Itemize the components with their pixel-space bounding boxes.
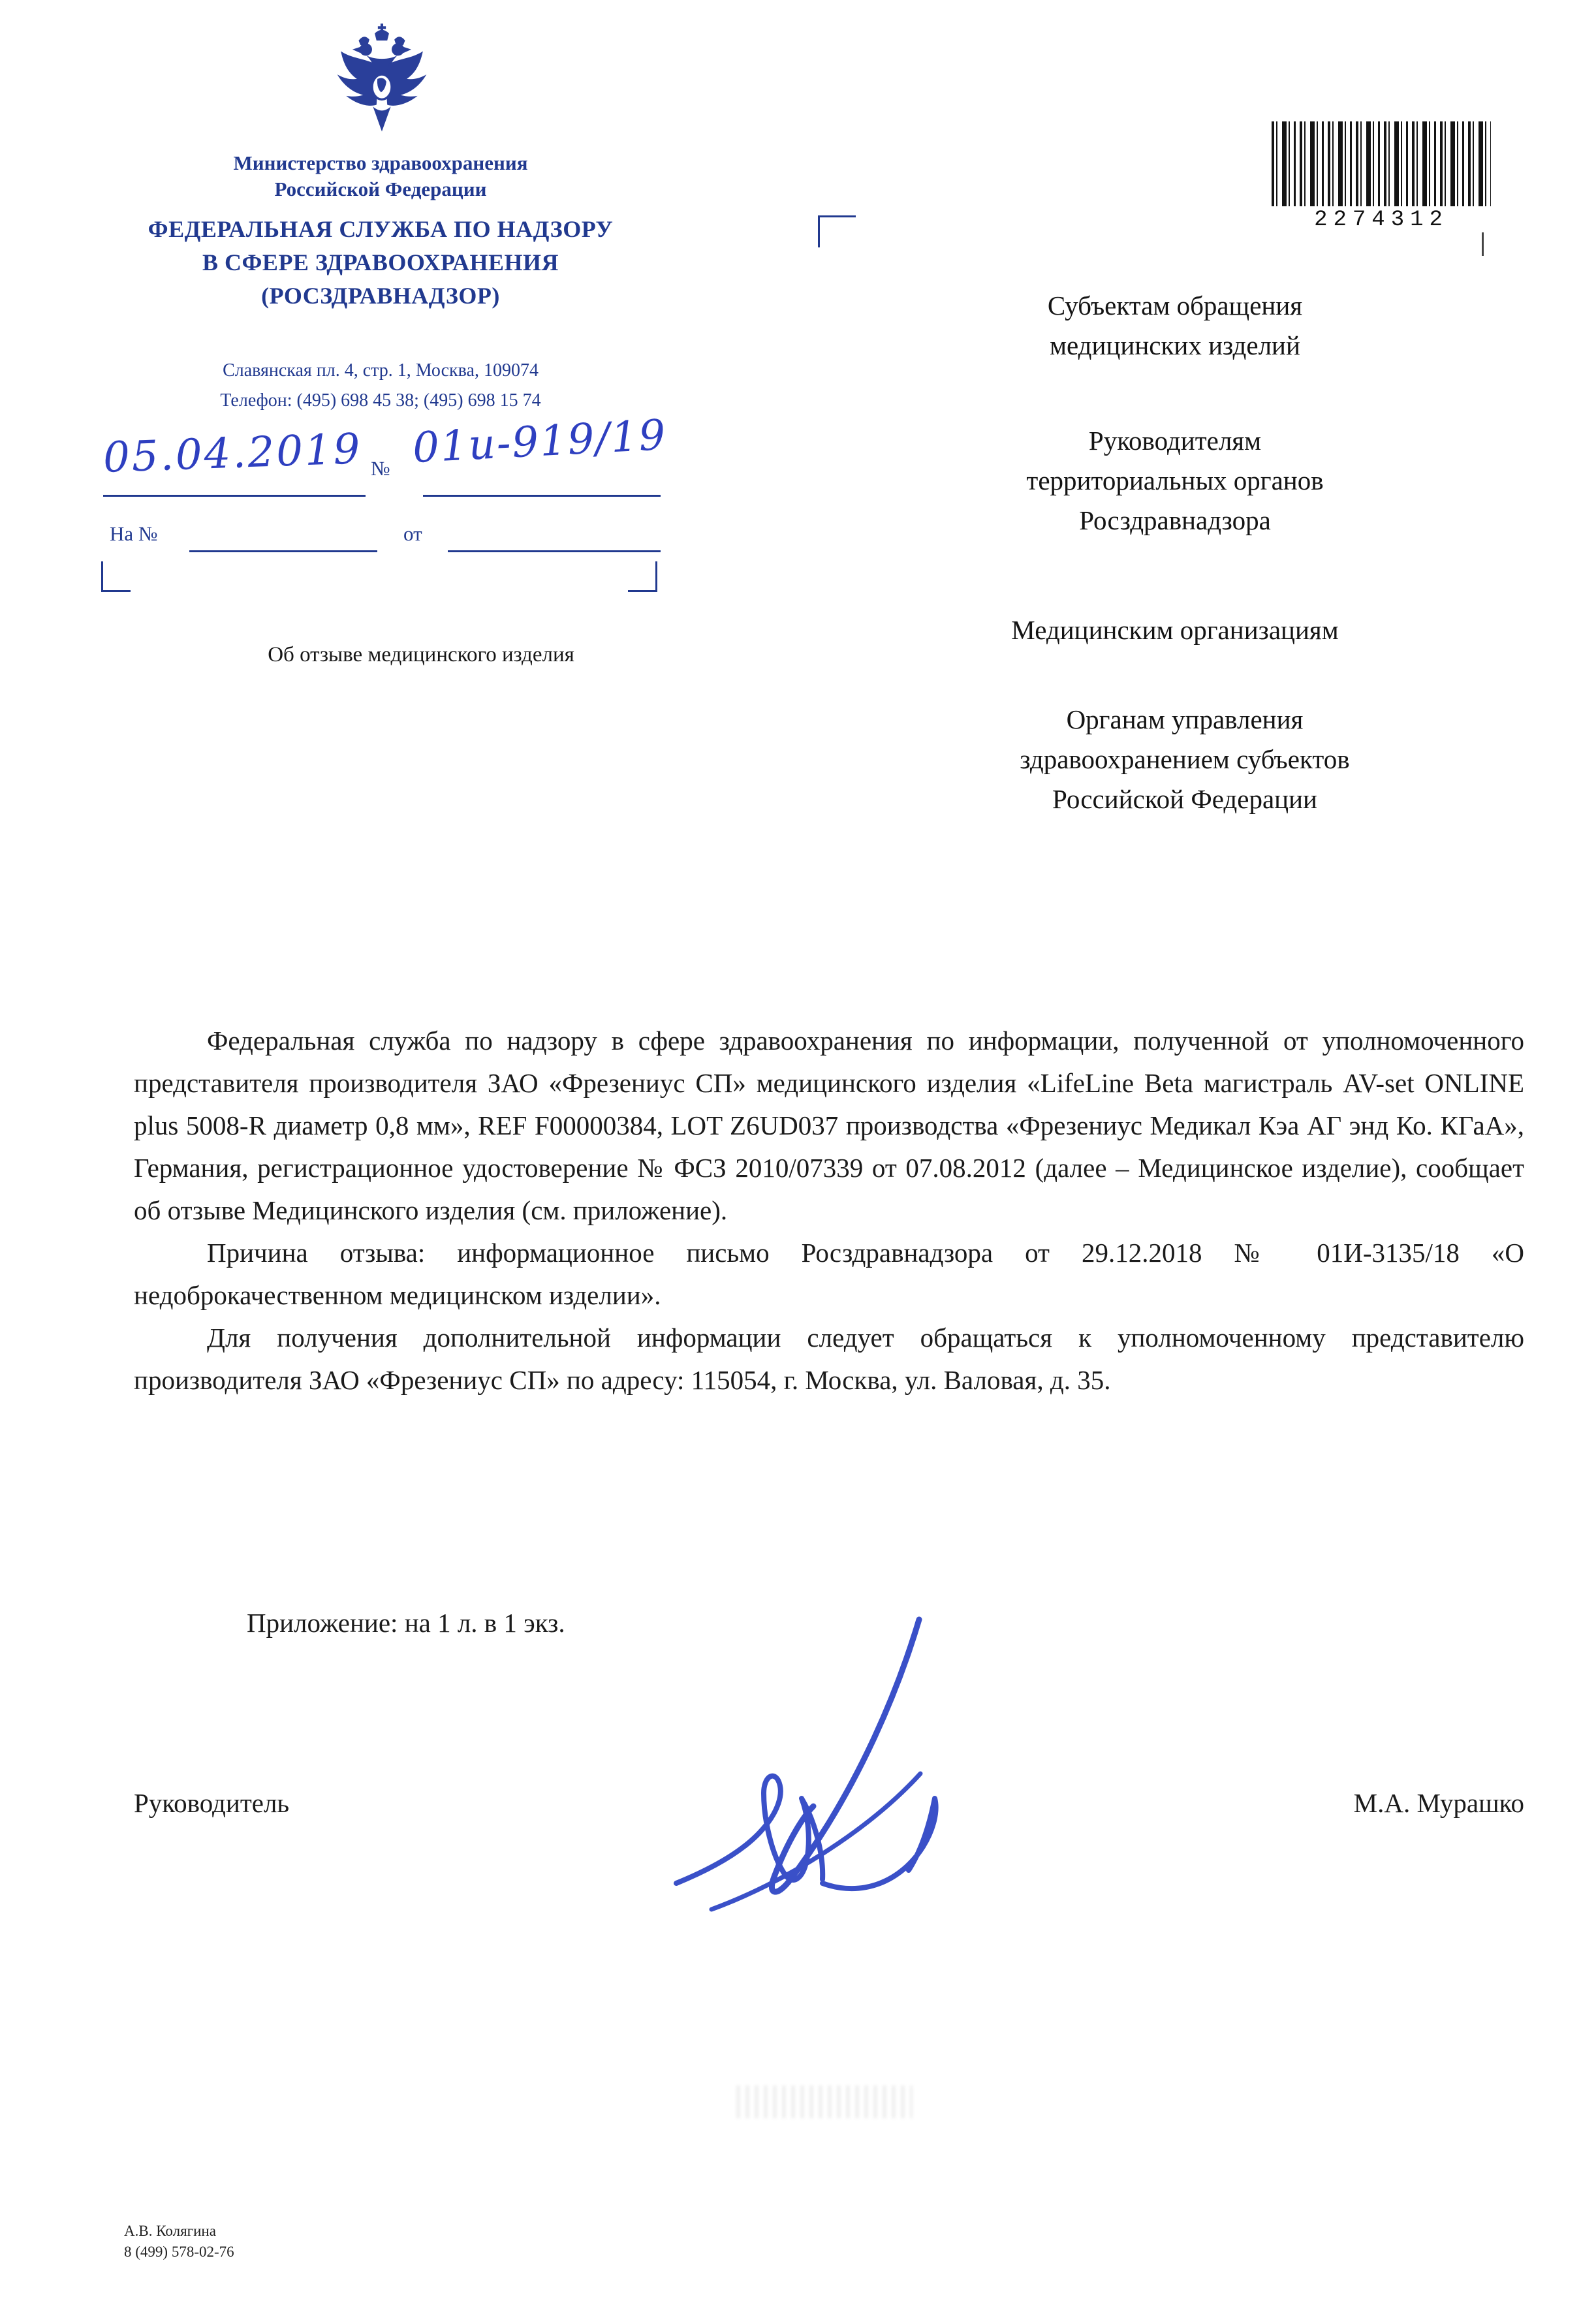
service-line1: ФЕДЕРАЛЬНАЯ СЛУЖБА ПО НАДЗОРУ	[148, 216, 614, 242]
addressee-medical-organizations: Медицинским организациям	[1011, 615, 1339, 645]
date-underline	[103, 495, 366, 497]
attachment-note: Приложение: на 1 л. в 1 экз.	[247, 1608, 565, 1638]
number-sign-label: №	[371, 457, 390, 480]
service-name	[97, 213, 665, 313]
body-paragraph-2: Причина отзыва: информационное письмо Росздравнадзора от 29.12.2018 № 01И-3135/18 «О недоброкачественном медицинском изделии».	[134, 1238, 1524, 1310]
subject-line: Об отзыве медицинского изделия	[268, 643, 574, 666]
reply-number-underline	[189, 550, 377, 552]
handwritten-outgoing-number: 01и-919/19	[411, 411, 668, 473]
reply-to-label: На №	[110, 522, 158, 545]
handwritten-date: 05.04.2019	[102, 425, 363, 482]
body-paragraph-1: Федеральная служба по надзору в сфере здравоохранения по информации, полученной от уполномоченного представителя производителя ЗАО «Фрезениус СП» медицинского изделия «LifeLine Beta магистраль AV-set ONLINE plus 5008-R диаметр 0,8 мм», REF F00000384, LOT Z6UD037 производства «Фрезениус Медикал Кэа АГ энд Ко. КГаА», Германия, регистрационное удостоверение № ФСЗ 2010/07339 от 07.08.2012 (далее – Медицинское изделие), сообщает об отзыве Медицинского изделия (см. приложение).	[134, 1026, 1524, 1225]
faint-stamp-artifact	[736, 2086, 913, 2118]
russia-coat-of-arms-icon	[328, 17, 435, 146]
addressee-health-authorities: Органам управления здравоохранением субъектов Российской Федерации	[1020, 704, 1350, 814]
body-paragraph-3: Для получения дополнительной информации следует обращаться к уполномоченному представителю производителя ЗАО «Фрезениус СП» по адресу: 115054, г. Москва, ул. Валовая, д. 35.	[134, 1323, 1524, 1395]
ministry-name	[110, 150, 651, 202]
letterhead-contact	[110, 356, 651, 416]
corner-mark-addressee-zone	[818, 215, 856, 247]
letter-body	[134, 1020, 1524, 1402]
addressee-subjects: Субъектам обращения медицинских изделий	[1047, 290, 1303, 360]
number-underline	[423, 495, 661, 497]
barcode-bars-icon	[1272, 121, 1491, 206]
reply-from-label: от	[403, 522, 422, 545]
letterhead-address: Славянская пл. 4, стр. 1, Москва, 109074	[223, 360, 539, 381]
ministry-line2: Российской Федерации	[274, 178, 487, 200]
executor-block	[124, 2221, 234, 2263]
handwritten-signature	[614, 1603, 1031, 1968]
alignment-tick	[1482, 232, 1484, 256]
letterhead-phone: Телефон: (495) 698 45 38; (495) 698 15 74	[220, 390, 541, 411]
reply-date-underline	[448, 550, 661, 552]
signer-name: М.А. Мурашко	[1353, 1788, 1524, 1818]
corner-mark-stamp-right	[628, 561, 657, 592]
signer-title: Руководитель	[134, 1788, 290, 1818]
addressee-territorial-heads: Руководителям территориальных органов Росздравнадзора	[1026, 426, 1324, 535]
executor-name: А.В. Колягина	[124, 2223, 216, 2239]
service-line3: (РОСЗДРАВНАДЗОР)	[261, 283, 500, 309]
executor-phone: 8 (499) 578-02-76	[124, 2244, 234, 2260]
barcode-number: 2274312	[1314, 208, 1448, 232]
service-line2: В СФЕРЕ ЗДРАВООХРАНЕНИЯ	[202, 249, 559, 275]
ministry-line1: Министерство здравоохранения	[233, 151, 528, 174]
barcode	[1272, 121, 1491, 232]
corner-mark-stamp-left	[101, 561, 131, 592]
